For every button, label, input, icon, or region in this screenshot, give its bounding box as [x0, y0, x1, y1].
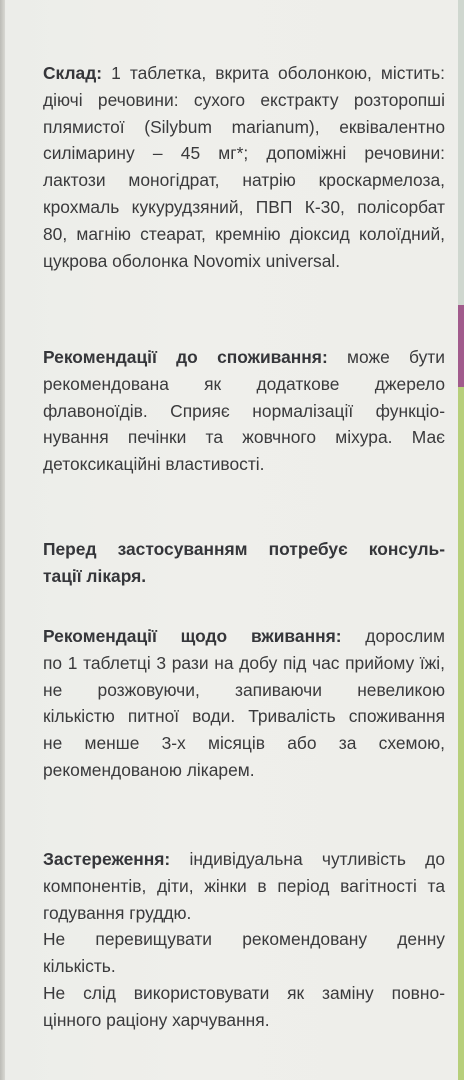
usage-line: не менше 3-х місяців або за схемою, — [43, 733, 445, 754]
usage-line: не розжовуючи, запиваючи невеликою — [43, 679, 445, 700]
recommendations-text: може бути — [327, 347, 445, 367]
usage-line — [43, 623, 445, 650]
warnings-line: Не перевищувати рекомендовану денну — [43, 929, 445, 950]
usage-line: по 1 таблетці 3 рази на добу під час прийому їжі, — [43, 652, 445, 673]
warnings-line: цінного раціону харчування. — [43, 1009, 270, 1030]
consultation-notice — [43, 536, 445, 590]
composition-line: крохмаль кукурудзяний, ПВП К-30, полісорбат — [43, 196, 445, 217]
composition-line: силімарину – 45 мг*; допоміжні речовини: — [43, 143, 445, 164]
warnings-line: годування груддю. — [43, 902, 192, 923]
recommendations-line: нування печінки та жовчного міхура. Має — [43, 427, 445, 448]
recommendations-heading: Рекомендації до споживання: — [43, 347, 328, 367]
consultation-line: тації лікаря. — [43, 565, 147, 586]
usage-line: кількістю питної води. Тривалість споживання — [43, 706, 445, 727]
composition-section — [43, 60, 445, 274]
recommendations-section — [43, 344, 445, 478]
strip-segment-accent — [458, 305, 464, 387]
strip-segment-green — [458, 387, 464, 1080]
recommendations-line — [43, 344, 445, 371]
composition-line: 80, магнію стеарат, кремнію діоксид колоїдний, — [43, 223, 445, 244]
consultation-line: Перед застосуванням потребує консуль- — [43, 539, 445, 559]
warnings-heading: Застереження: — [43, 849, 171, 869]
package-left-edge — [0, 0, 5, 1080]
composition-line — [43, 60, 445, 87]
warnings-line: компонентів, діти, жінки в період вагітності та — [43, 875, 445, 896]
recommendations-line: флавоноїдів. Сприяє нормалізації функціо- — [43, 400, 445, 421]
composition-line: плямистої (Silybum marianum), еквівалентно — [43, 116, 445, 137]
recommendations-line: рекомендована як додаткове джерело — [43, 373, 445, 394]
composition-line: цукрова оболонка Novomix universal. — [43, 250, 341, 271]
usage-heading: Рекомендації щодо вживання: — [43, 626, 342, 646]
composition-text: 1 таблетка, вкрита оболонкою, містить: — [102, 63, 445, 83]
usage-line: рекомендованою лікарем. — [43, 759, 255, 780]
strip-segment-top — [458, 0, 464, 305]
usage-text: дорослим — [341, 626, 445, 646]
composition-line: діючі речовини: сухого екстракту розторопші — [43, 89, 445, 110]
warnings-line — [43, 846, 445, 873]
composition-heading: Склад: — [43, 63, 103, 83]
warnings-line: кількість. — [43, 956, 116, 977]
warnings-line: Не слід використовувати як заміну повно- — [43, 982, 445, 1003]
package-side-strip — [458, 0, 464, 1080]
recommendations-line: детоксикаційні властивості. — [43, 454, 265, 475]
composition-line: лактози моногідрат, натрію кроскармелоза, — [43, 170, 445, 191]
warnings-section — [43, 846, 445, 1034]
warnings-text: індивідуальна чутливість до — [170, 849, 445, 869]
usage-section — [43, 623, 445, 784]
